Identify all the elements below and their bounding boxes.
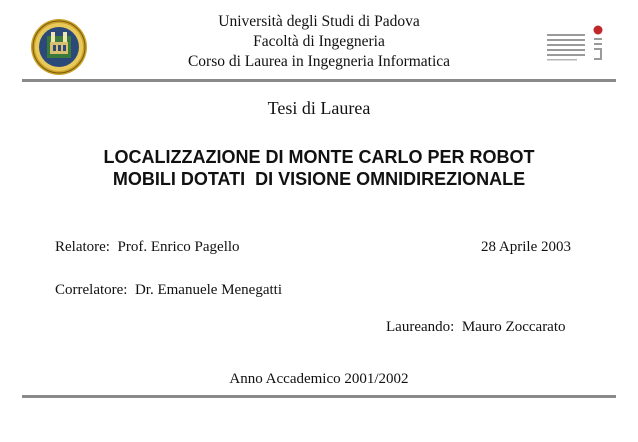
thesis-title xyxy=(0,146,638,190)
institution-header xyxy=(0,12,638,72)
thesis-date: 28 Aprile 2003 xyxy=(481,239,571,255)
thesis-title-line-1: LOCALIZZAZIONE DI MONTE CARLO PER ROBOT xyxy=(103,147,535,167)
bottom-divider xyxy=(22,395,616,398)
top-divider xyxy=(22,79,616,82)
relatore-label: Relatore: xyxy=(55,239,110,255)
correlatore-field xyxy=(55,281,282,299)
laureando-field xyxy=(386,318,566,336)
document-type: Tesi di Laurea xyxy=(267,98,371,118)
laureando-name: Mauro Zoccarato xyxy=(461,319,566,335)
thesis-title-line-2: MOBILI DOTATI DI VISIONE OMNIDIREZIONALE xyxy=(112,169,526,189)
relatore-name: Prof. Enrico Pagello xyxy=(117,239,240,255)
correlatore-label: Correlatore: xyxy=(55,282,128,298)
relatore-field xyxy=(55,238,240,256)
university-name: Università degli Studi di Padova xyxy=(218,13,420,30)
correlatore-name: Dr. Emanuele Menegatti xyxy=(134,282,283,298)
faculty-name: Facoltà di Ingegneria xyxy=(253,33,385,50)
laureando-label: Laureando: xyxy=(386,319,455,335)
course-name: Corso di Laurea in Ingegneria Informatica xyxy=(187,53,451,70)
academic-year: Anno Accademico 2001/2002 xyxy=(229,371,409,387)
